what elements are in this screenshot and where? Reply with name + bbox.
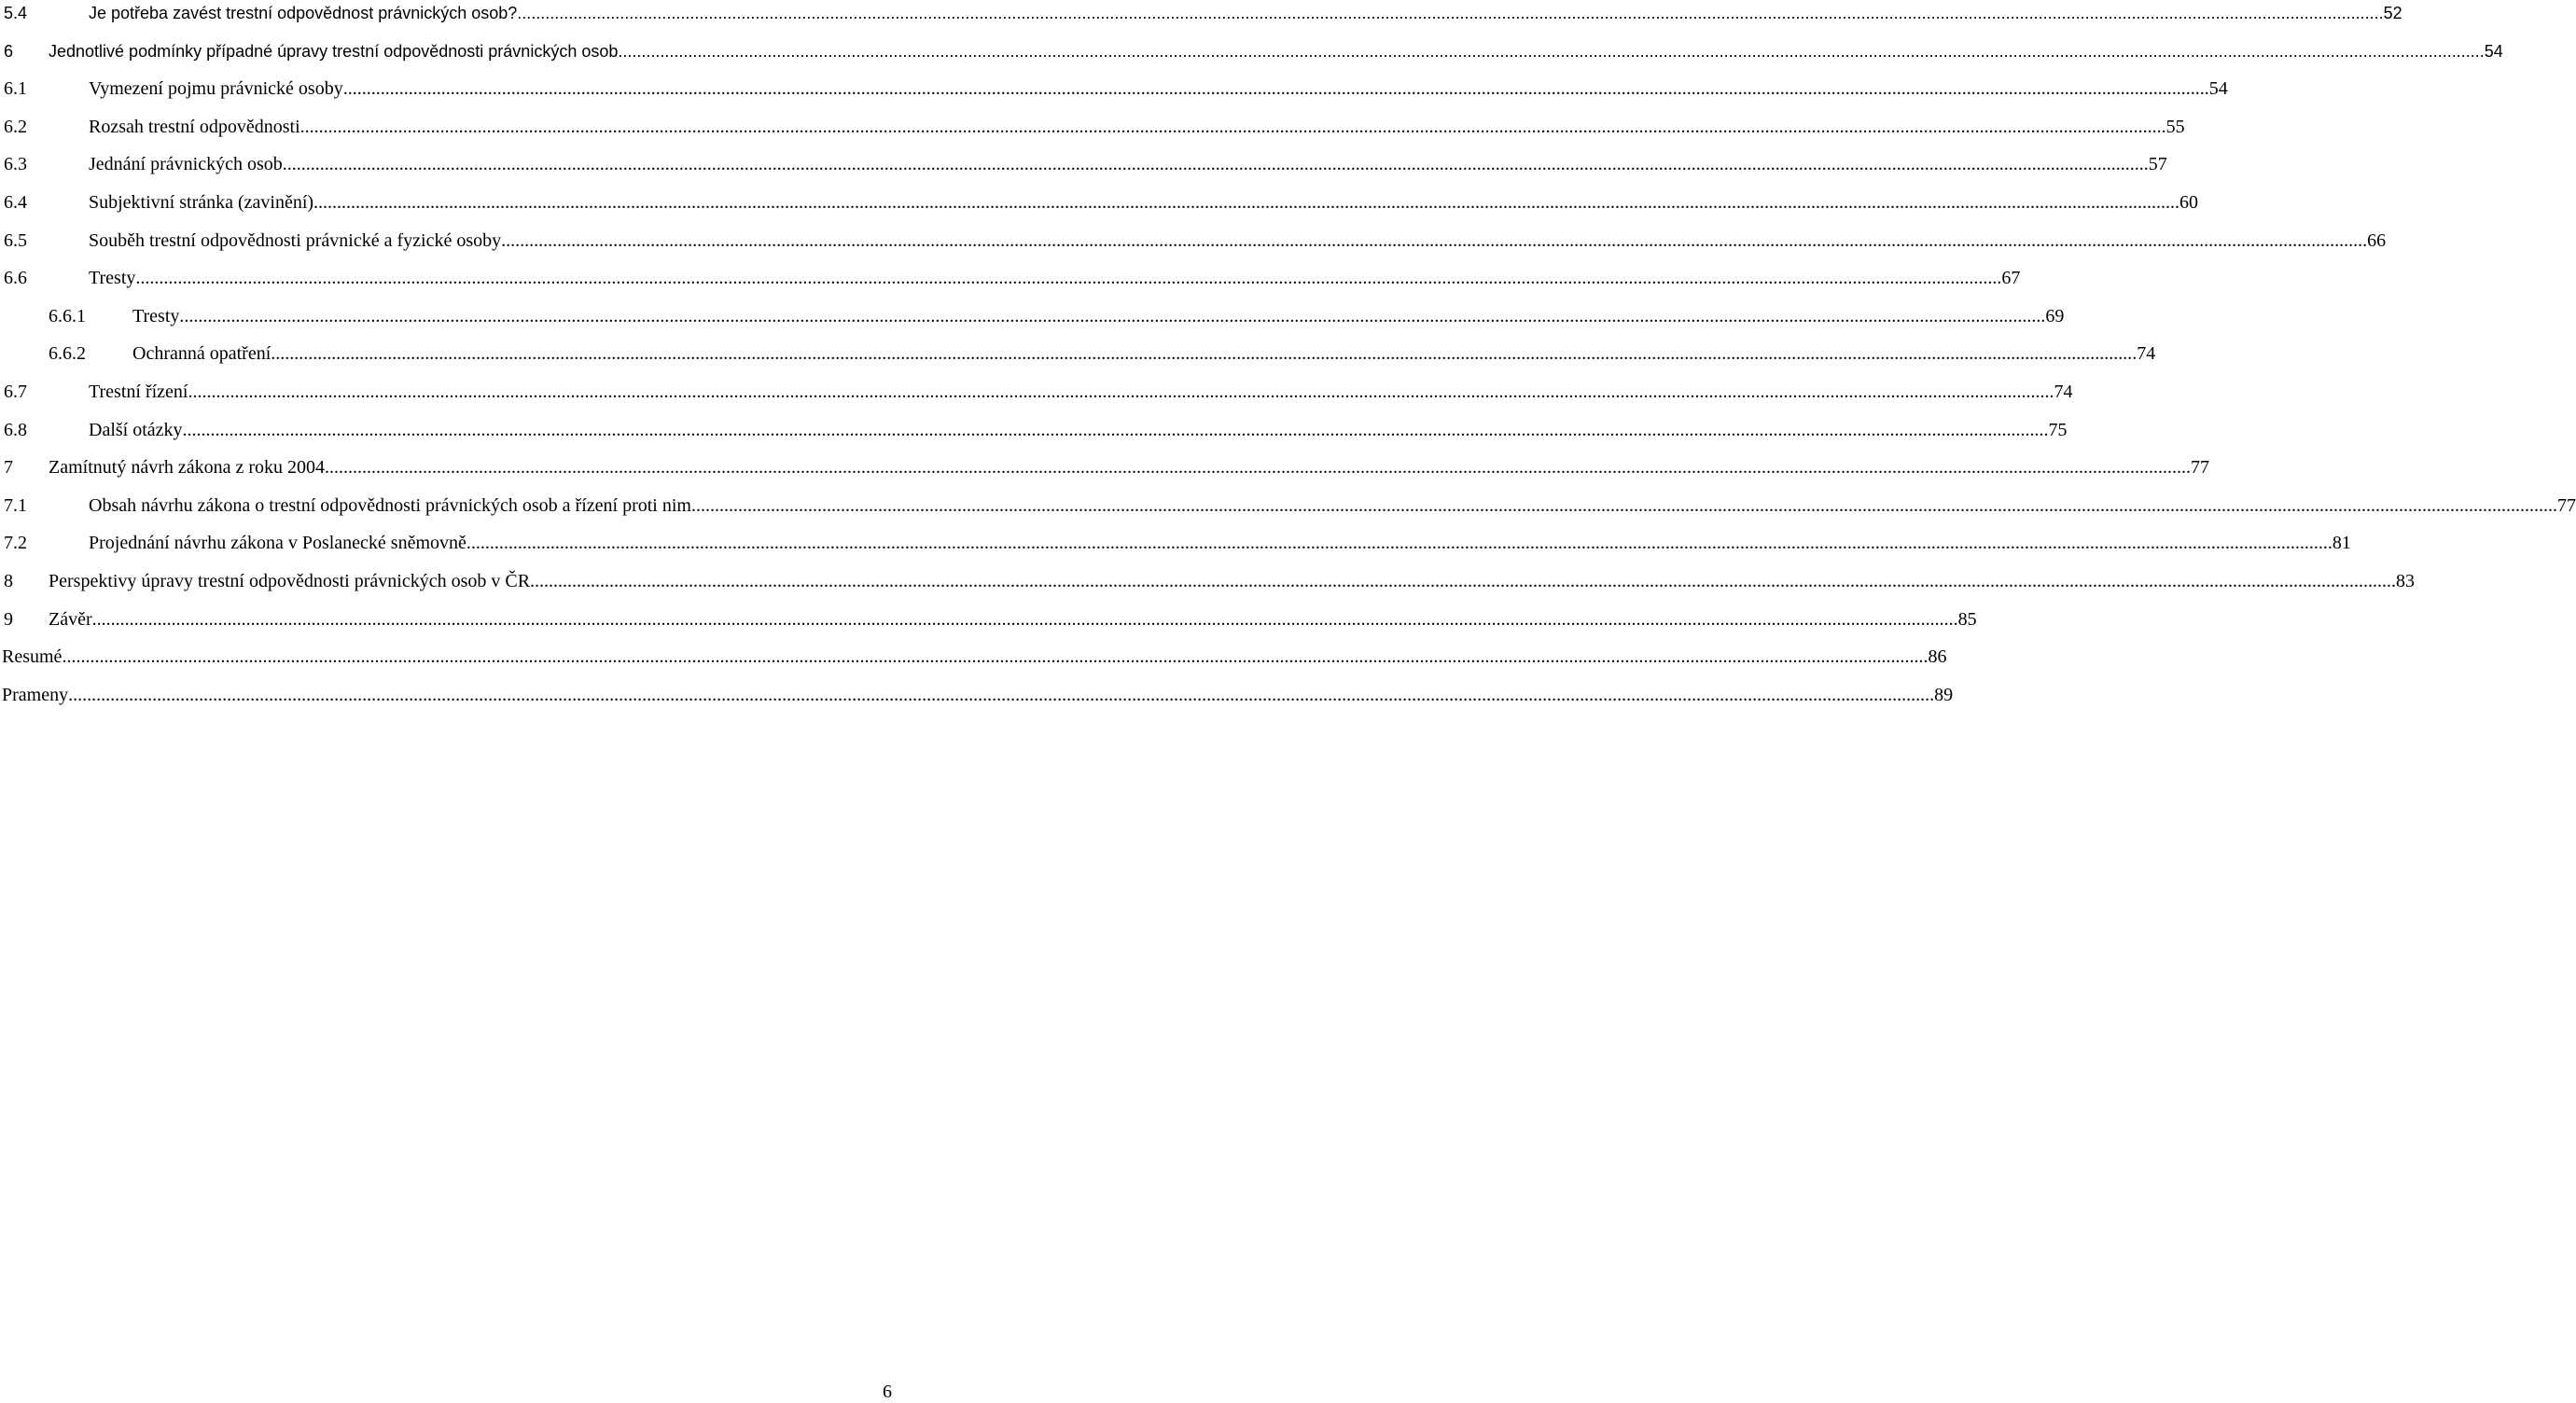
- toc-entry-number: 7.1: [4, 494, 27, 516]
- toc-entry-number: 6.2: [4, 116, 27, 137]
- toc-entry-line: [132, 305, 2065, 327]
- toc-dot-leader: ................................................................................................................................................................................................................................................................................................................................................................................................................: [179, 305, 2046, 326]
- toc-entry[interactable]: [0, 532, 2351, 569]
- toc-entry-page: 86: [1928, 646, 1947, 668]
- toc-entry-page: 77: [2191, 457, 2210, 479]
- toc-entry-line: [89, 229, 2387, 252]
- toc-entry[interactable]: [0, 570, 2416, 607]
- toc-dot-leader: ................................................................................................................................................................................................................................................................................................................................................................................................................: [68, 684, 1935, 705]
- toc-entry-line: [89, 191, 2199, 214]
- toc-dot-leader: ................................................................................................................................................................................................................................................................................................................................................................................................................: [690, 494, 2557, 516]
- toc-entry[interactable]: [0, 305, 2065, 342]
- toc-entry[interactable]: [0, 456, 2210, 493]
- toc-entry-page: 55: [2165, 116, 2185, 137]
- toc-entry-title: Prameny: [2, 684, 69, 705]
- toc-entry-page: 81: [2332, 533, 2351, 554]
- toc-dot-leader: ................................................................................................................................................................................................................................................................................................................................................................................................................: [325, 457, 2192, 479]
- toc-entry-title: Rozsah trestní odpovědnosti: [89, 116, 300, 137]
- toc-entry-number: 7: [4, 457, 13, 479]
- toc-entry-number: 6.1: [4, 78, 27, 100]
- toc-dot-leader: ................................................................................................................................................................................................................................................................................................................................................................................................................: [342, 78, 2209, 100]
- toc-entry-page: 74: [2137, 343, 2156, 365]
- toc-dot-leader: ................................................................................................................................................................................................................................................................................................................................................................................................................: [188, 382, 2054, 402]
- toc-entry-page: 67: [2001, 268, 2021, 289]
- toc-entry-number: 5.4: [4, 4, 28, 22]
- toc-entry-page: 74: [2054, 382, 2073, 402]
- toc-entry[interactable]: [0, 267, 2021, 304]
- toc-entry-page: 66: [2367, 229, 2387, 251]
- toc-entry-line: [2, 684, 1954, 706]
- toc-entry-line: [89, 419, 2068, 441]
- toc-dot-leader: ................................................................................................................................................................................................................................................................................................................................................................................................................: [91, 608, 1958, 630]
- toc-entry-title: Další otázky: [89, 419, 183, 440]
- toc-entry-page: 75: [2048, 419, 2068, 440]
- toc-entry[interactable]: [0, 116, 2185, 153]
- toc-dot-leader: ................................................................................................................................................................................................................................................................................................................................................................................................................: [135, 268, 2002, 289]
- toc-entry[interactable]: [0, 684, 1954, 721]
- toc-entry-title: Perspektivy úpravy trestní odpovědnosti právnických osob v ČR: [49, 571, 531, 591]
- toc-dot-leader: ................................................................................................................................................................................................................................................................................................................................................................................................................: [530, 571, 2397, 591]
- toc-entry[interactable]: [0, 153, 2167, 190]
- toc-entry-line: [89, 532, 2351, 554]
- toc-dot-leader: ................................................................................................................................................................................................................................................................................................................................................................................................................: [271, 343, 2137, 365]
- toc-entry[interactable]: [0, 2, 2402, 39]
- toc-entry-number: 6: [4, 41, 14, 61]
- toc-entry-line: [49, 40, 2503, 63]
- toc-dot-leader: ................................................................................................................................................................................................................................................................................................................................................................................................................: [282, 154, 2149, 175]
- toc-entry-title: Jednotlivé podmínky případné úpravy trestní odpovědnosti právnických osob: [49, 41, 619, 61]
- toc-dot-leader: ................................................................................................................................................................................................................................................................................................................................................................................................................: [501, 229, 2368, 251]
- toc-entry-page: 54: [2484, 41, 2503, 61]
- toc-entry[interactable]: [0, 229, 2387, 267]
- toc-entry-line: [89, 381, 2073, 403]
- toc-entry-page: 60: [2179, 192, 2199, 213]
- toc-dot-leader: ................................................................................................................................................................................................................................................................................................................................................................................................................: [618, 41, 2485, 61]
- toc-dot-leader: ................................................................................................................................................................................................................................................................................................................................................................................................................: [182, 419, 2049, 440]
- toc-entry-title: Závěr: [49, 608, 92, 630]
- toc-entry-line: [89, 2, 2402, 24]
- toc-entry-number: 6.5: [4, 229, 27, 251]
- toc-entry-title: Souběh trestní odpovědnosti právnické a fyzické osoby: [89, 229, 502, 251]
- toc-entry-number: 6.8: [4, 419, 27, 440]
- toc-entry-number: 8: [4, 571, 13, 591]
- toc-entry-title: Tresty: [89, 268, 136, 289]
- toc-entry-number: 6.6: [4, 268, 27, 289]
- toc-entry-title: Jednání právnických osob: [89, 154, 283, 175]
- toc-entry-page: 85: [1957, 608, 1977, 630]
- toc-entry[interactable]: [0, 191, 2199, 229]
- toc-dot-leader: ................................................................................................................................................................................................................................................................................................................................................................................................................: [517, 4, 2384, 22]
- toc-entry-number: 6.6.2: [49, 343, 86, 365]
- toc-dot-leader: ................................................................................................................................................................................................................................................................................................................................................................................................................: [313, 192, 2180, 213]
- toc-entry-title: Obsah návrhu zákona o trestní odpovědnosti právnických osob a řízení proti nim: [89, 494, 691, 516]
- toc-entry-title: Projednání návrhu zákona v Poslanecké sněmovně: [89, 533, 466, 554]
- toc-entry-page: 57: [2148, 154, 2167, 175]
- toc-entry[interactable]: [0, 77, 2228, 115]
- toc-entry-title: Je potřeba zavést trestní odpovědnost právnických osob?: [89, 4, 518, 22]
- toc-entry-line: [89, 267, 2021, 289]
- toc-entry-number: 6.3: [4, 154, 27, 175]
- toc-entry-line: [89, 77, 2228, 100]
- toc-entry-title: Ochranná opatření: [132, 343, 272, 365]
- toc-entry-line: [49, 570, 2416, 592]
- toc-entry-line: [89, 116, 2185, 138]
- toc-dot-leader: ................................................................................................................................................................................................................................................................................................................................................................................................................: [299, 116, 2166, 137]
- toc-entry-number: 6.7: [4, 382, 27, 402]
- toc-entry[interactable]: [0, 40, 2503, 77]
- toc-dot-leader: ................................................................................................................................................................................................................................................................................................................................................................................................................: [466, 533, 2332, 554]
- toc-entry-line: [89, 494, 2576, 517]
- toc-entry-title: Tresty: [132, 305, 180, 326]
- toc-entry-line: [89, 153, 2167, 175]
- toc-entry-page: 54: [2208, 78, 2228, 100]
- toc-entry-number: 6.4: [4, 192, 27, 213]
- toc-entry-title: Subjektivní stránka (zavinění): [89, 192, 314, 213]
- toc-entry[interactable]: [0, 381, 2073, 418]
- toc-entry-page: 83: [2396, 571, 2416, 591]
- toc-entry-number: 6.6.1: [49, 305, 86, 326]
- toc-entry-page: 69: [2045, 305, 2065, 326]
- toc-entry-page: 52: [2383, 4, 2402, 22]
- toc-entry[interactable]: [0, 342, 2156, 380]
- toc-entry-number: 7.2: [4, 533, 27, 554]
- toc-entry-line: [2, 646, 1947, 668]
- toc-entry-title: Resumé: [2, 646, 63, 668]
- toc-entry-title: Vymezení pojmu právnické osoby: [89, 78, 343, 100]
- toc-entry[interactable]: [0, 608, 1977, 646]
- toc-entry[interactable]: [0, 646, 1947, 683]
- toc-entry-number: 9: [4, 608, 13, 630]
- toc-dot-leader: ................................................................................................................................................................................................................................................................................................................................................................................................................: [62, 646, 1929, 668]
- toc-entry[interactable]: [0, 419, 2068, 456]
- toc-entry-page: 77: [2556, 494, 2576, 516]
- toc-entry-page: 89: [1934, 684, 1954, 705]
- toc-entry-line: [49, 456, 2210, 479]
- toc-entry-title: Trestní řízení: [89, 382, 188, 402]
- page-number: 6: [883, 1382, 892, 1402]
- toc-entry-title: Zamítnutý návrh zákona z roku 2004: [49, 457, 326, 479]
- toc-entry-line: [132, 342, 2156, 365]
- toc-entry-line: [49, 608, 1977, 631]
- toc-entry[interactable]: [0, 494, 2576, 532]
